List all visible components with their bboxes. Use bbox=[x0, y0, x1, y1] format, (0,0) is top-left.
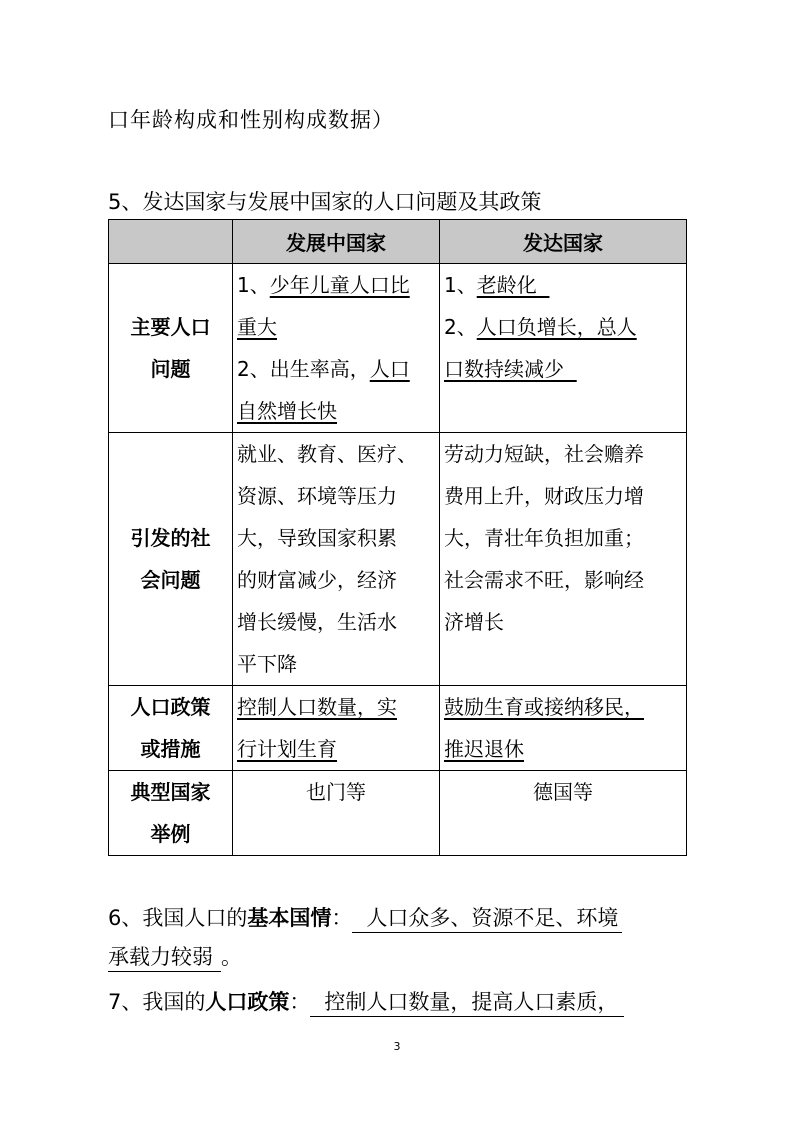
table-row-policies bbox=[109, 686, 687, 771]
row-label: 引发的社 会问题 bbox=[109, 433, 233, 686]
developing-example: 也门等 bbox=[233, 771, 440, 856]
section-6-line-1: 6、我国人口的基本国情： 人口众多、资源不足、环境 bbox=[108, 902, 622, 933]
section-6-answer-1: 人口众多、资源不足、环境 bbox=[352, 904, 622, 933]
developed-example: 德国等 bbox=[440, 771, 687, 856]
row-label: 典型国家 举例 bbox=[109, 771, 233, 856]
section-6-answer-2: 承载力较弱 bbox=[108, 943, 221, 972]
table-header-row bbox=[109, 220, 687, 264]
developed-policies: 鼓励生育或接纳移民， 推迟退休 bbox=[440, 686, 687, 771]
developed-social-issues: 劳动力短缺，社会赡养 费用上升，财政压力增 大，青壮年负担加重； 社会需求不旺，影响经 济增长 bbox=[440, 433, 687, 686]
row-label: 主要人口 问题 bbox=[109, 264, 233, 433]
row-label: 人口政策 或措施 bbox=[109, 686, 233, 771]
header-developed: 发达国家 bbox=[440, 220, 687, 264]
table-row-social-issues bbox=[109, 433, 687, 686]
section-6-line-2: 承载力较弱 。 bbox=[108, 941, 242, 972]
header-blank bbox=[109, 220, 233, 264]
population-policy-table bbox=[108, 219, 687, 856]
developed-main-problems: 1、老龄化 2、人口负增长，总人 口数持续减少 bbox=[440, 264, 687, 433]
continuation-text: 口年龄构成和性别构成数据） bbox=[108, 108, 394, 132]
table-row-main-problems bbox=[109, 264, 687, 433]
table-row-examples bbox=[109, 771, 687, 856]
developing-policies: 控制人口数量，实 行计划生育 bbox=[233, 686, 440, 771]
section-7-line: 7、我国的人口政策： 控制人口数量，提高人口素质， bbox=[108, 986, 624, 1017]
developing-main-problems: 1、少年儿童人口比 重大 2、出生率高，人口 自然增长快 bbox=[233, 264, 440, 433]
header-developing: 发展中国家 bbox=[233, 220, 440, 264]
section-7-answer: 控制人口数量，提高人口素质， bbox=[310, 988, 624, 1017]
developing-social-issues: 就业、教育、医疗、 资源、环境等压力 大，导致国家积累 的财富减少，经济 增长缓慢，生活水 平下降 bbox=[233, 433, 440, 686]
page-number: 3 bbox=[393, 1040, 401, 1053]
section-5-heading: 5、发达国家与发展中国家的人口问题及其政策 bbox=[108, 190, 542, 214]
